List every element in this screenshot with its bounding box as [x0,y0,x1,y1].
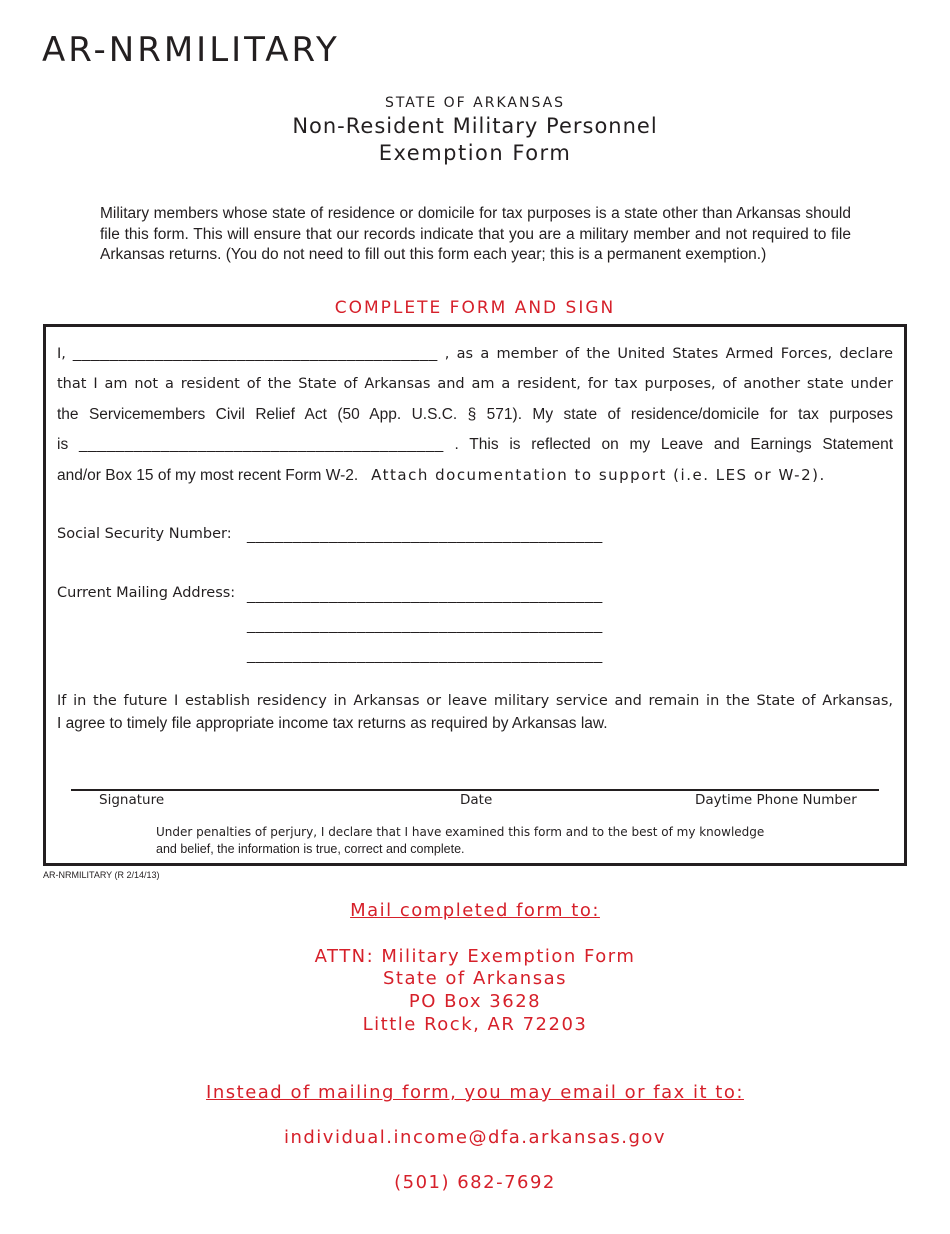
member-name-field[interactable]: ________________________________________ [72,345,438,362]
form-title-line1: Non-Resident Military Personnel [292,114,658,138]
perjury-line-2: and belief, the information is true, correct and complete. [156,842,465,856]
mailing-address-input-3[interactable]: _______________________________________ [247,647,603,664]
email-fax-heading: Instead of mailing form, you may email or fax it to: [206,1082,744,1103]
intro-paragraph: Military members whose state of residence or domicile for tax purposes is a state other than Arkansas should file this form. This will ensure that our records indicate that you are a military member and not required to file Arkansas returns. (You do not need to fill out this form each year; this is a permanent exemption.) [100,205,851,263]
form-title-line2: Exemption Form [378,141,572,165]
ssn-label: Social Security Number: [57,526,232,542]
form-code-title: AR-NRMILITARY [42,30,340,70]
future-residency-line-2: I agree to timely file appropriate income tax returns as required by Arkansas law. [57,715,608,732]
mail-po-box: PO Box 3628 [408,991,542,1012]
attach-documentation-text: Attach documentation to support (i.e. LES or W-2). [371,466,826,484]
signature-line[interactable] [71,789,879,791]
complete-form-heading: COMPLETE FORM AND SIGN [334,298,616,318]
phone-label: Daytime Phone Number [695,792,857,808]
mail-city: Little Rock, AR 72203 [362,1014,588,1035]
mail-heading: Mail completed form to: [350,900,600,921]
declaration-armed-forces: , as a member of the United States Armed Forces, declare [444,346,894,362]
declaration-les-text: . This is reflected on my Leave and Earnings Statement [454,436,893,453]
mail-attn: ATTN: Military Exemption Form [314,946,636,967]
mailing-address-input-1[interactable]: _______________________________________ [247,587,603,604]
email-address[interactable]: individual.income@dfa.arkansas.gov [283,1127,667,1148]
date-label: Date [460,792,493,808]
declaration-line-2: that I am not a resident of the State of Arkansas and am a resident, for tax purposes, of another state under [57,376,893,392]
declaration-line-5 [57,466,893,485]
declaration-is: is [57,436,69,453]
state-of-residence-field[interactable]: ________________________________________ [78,436,444,453]
revision-code: AR-NRMILITARY (R 2/14/13) [43,870,160,880]
fax-number: (501) 682-7692 [394,1172,556,1193]
perjury-statement [156,824,764,858]
declaration-line-4 [57,436,893,454]
declaration-line-3: the Servicemembers Civil Relief Act (50 App. U.S.C. § 571). My state of residence/domicile for tax purposes [57,406,893,423]
state-heading: STATE OF ARKANSAS [384,95,566,111]
mail-state: State of Arkansas [383,968,567,989]
mailing-address-label: Current Mailing Address: [57,585,236,601]
declaration-line-1 [57,345,893,363]
mailing-address-input-2[interactable]: _______________________________________ [247,617,603,634]
ssn-input[interactable]: _______________________________________ [247,527,603,544]
declaration-i: I, [57,346,66,362]
perjury-line-1: Under penalties of perjury, I declare that I have examined this form and to the best of my knowledge [156,825,765,839]
future-residency-line-1: If in the future I establish residency in Arkansas or leave military service and remain in the State of Arkansas, [57,693,893,709]
declaration-w2-text: and/or Box 15 of my most recent Form W-2. [57,467,359,484]
signature-label: Signature [99,792,165,808]
